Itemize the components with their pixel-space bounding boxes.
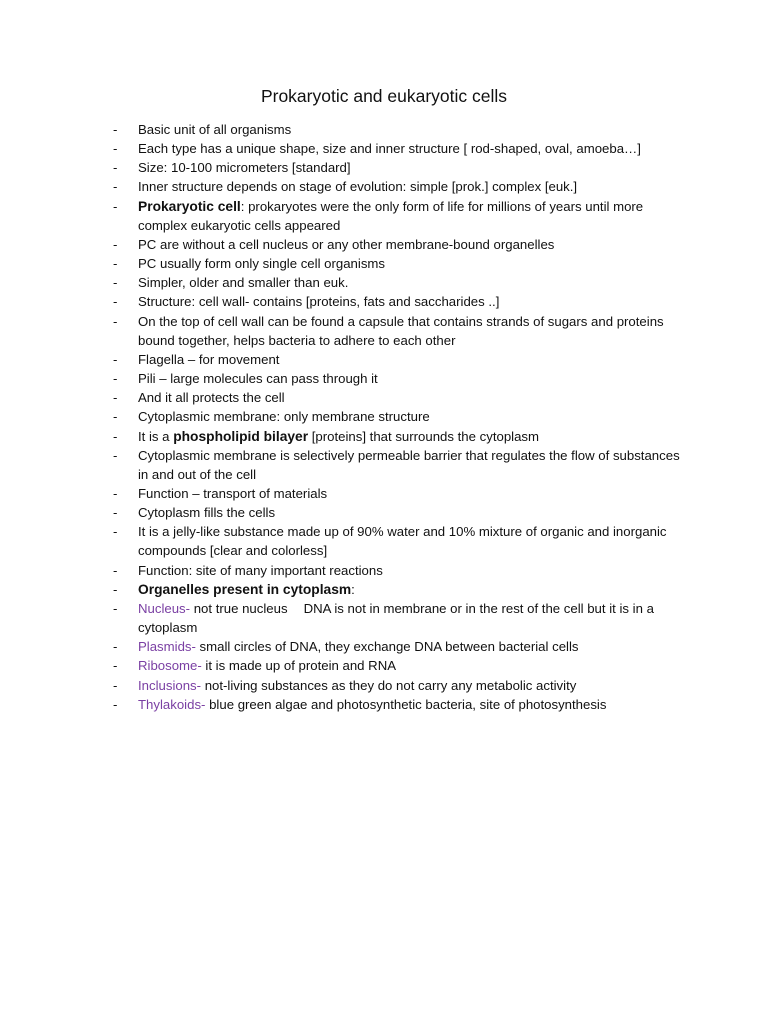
item-text: not true nucleus: [190, 600, 288, 616]
item-heading: Prokaryotic cell: [138, 198, 241, 214]
list-item: [0, 407, 768, 426]
bullet-dash: -: [113, 409, 118, 425]
item-text: Simpler, older and smaller than euk.: [138, 275, 349, 291]
item-text: Cytoplasmic membrane is selectively permeable barrier that regulates the flow of substances in and out of the cell: [138, 447, 680, 482]
bullet-dash: -: [113, 256, 118, 272]
item-text: Function: site of many important reactions: [138, 562, 383, 578]
list-item: [0, 427, 768, 446]
list-item: [0, 139, 768, 158]
bullet-dash: -: [113, 351, 118, 367]
item-text: blue green algae and photosynthetic bacteria, site of photosynthesis: [205, 696, 607, 712]
list-item: [0, 637, 768, 656]
item-bold-term: phospholipid bilayer: [173, 428, 309, 444]
item-text: Inner structure depends on stage of evolution: simple [prok.] complex [euk.]: [138, 179, 578, 195]
list-item: [0, 158, 768, 177]
item-text: Cytoplasmic membrane: only membrane structure: [138, 409, 430, 425]
item-text: And it all protects the cell: [138, 390, 285, 406]
bullet-dash: -: [113, 639, 118, 655]
bullet-dash: -: [113, 485, 118, 501]
list-item: [0, 120, 768, 139]
item-text: Basic unit of all organisms: [138, 122, 292, 137]
bullet-dash: -: [113, 581, 118, 597]
item-text: PC are without a cell nucleus or any other membrane-bound organelles: [138, 236, 555, 252]
item-text: PC usually form only single cell organisms: [138, 256, 385, 272]
list-item: [0, 273, 768, 292]
list-item: [0, 235, 768, 254]
list-item: [0, 197, 768, 235]
list-item: [0, 312, 768, 350]
list-item: [0, 599, 768, 637]
list-item: [0, 254, 768, 273]
bullet-list: [0, 120, 768, 714]
bullet-dash: -: [113, 160, 118, 176]
item-text: Each type has a unique shape, size and inner structure [ rod-shaped, oval, amoeba…]: [138, 141, 641, 157]
item-text: small circles of DNA, they exchange DNA between bacterial cells: [195, 639, 579, 655]
list-item: [0, 656, 768, 675]
bullet-dash: -: [113, 505, 118, 521]
bullet-dash: -: [113, 390, 118, 406]
item-text: Flagella – for movement: [138, 351, 280, 367]
item-text: Function – transport of materials: [138, 485, 328, 501]
item-heading: Organelles present in cytoplasm: [138, 581, 352, 597]
bullet-dash: -: [113, 122, 118, 137]
item-text-post: [proteins] that surrounds the cytoplasm: [308, 428, 540, 444]
list-item: [0, 369, 768, 388]
list-item: [0, 484, 768, 503]
item-text: Structure: cell wall- contains [proteins, fats and saccharides ..]: [138, 294, 500, 310]
document-title: Prokaryotic and eukaryotic cells: [260, 86, 508, 106]
list-item: [0, 522, 768, 560]
bullet-dash: -: [113, 447, 118, 463]
list-item: [0, 292, 768, 311]
organelle-term: Ribosome-: [138, 658, 202, 674]
bullet-dash: -: [113, 294, 118, 310]
item-text: : prokaryotes were the only form of life for millions of years until more complex eukaryotic cells appeared: [138, 198, 644, 233]
bullet-dash: -: [113, 371, 118, 387]
bullet-dash: -: [113, 600, 118, 616]
bullet-dash: -: [113, 179, 118, 195]
list-item: [0, 676, 768, 695]
bullet-dash: -: [113, 677, 118, 693]
organelle-term: Nucleus-: [138, 600, 191, 616]
list-item: [0, 350, 768, 369]
item-text: Pili – large molecules can pass through it: [138, 371, 378, 387]
organelle-term: Inclusions-: [138, 677, 202, 693]
item-text: It is a jelly-like substance made up of 90% water and 10% mixture of organic and inorganic compounds [clear and colorless]: [138, 524, 667, 559]
bullet-dash: -: [113, 275, 118, 291]
item-text: Size: 10-100 micrometers [standard]: [138, 160, 351, 176]
bullet-dash: -: [113, 696, 118, 712]
list-item: [0, 580, 768, 599]
list-item: [0, 177, 768, 196]
item-text-pre: It is a: [138, 428, 174, 444]
item-text: :: [351, 581, 355, 597]
organelle-term: Thylakoids-: [138, 696, 206, 712]
item-text: not-living substances as they do not carry any metabolic activity: [201, 677, 577, 693]
bullet-dash: -: [113, 313, 118, 329]
bullet-dash: -: [113, 141, 118, 157]
bullet-dash: -: [113, 236, 118, 252]
list-item: [0, 388, 768, 407]
list-item: [0, 446, 768, 484]
list-item: [0, 561, 768, 580]
bullet-dash: -: [113, 524, 118, 540]
organelle-term: Plasmids-: [138, 639, 196, 655]
bullet-dash: -: [113, 198, 118, 214]
bullet-dash: -: [113, 658, 118, 674]
item-text: On the top of cell wall can be found a capsule that contains strands of sugars and proteins bound together, helps bacteria to adhere to each other: [138, 313, 664, 348]
list-item: [0, 695, 768, 714]
item-text: it is made up of protein and RNA: [201, 658, 397, 674]
item-text-continued: DNA is not in membrane or in the rest of the cell but it is in a cytoplasm: [138, 600, 654, 636]
bullet-dash: -: [113, 562, 118, 578]
bullet-dash: -: [113, 428, 118, 444]
list-item: [0, 503, 768, 522]
item-text: Cytoplasm fills the cells: [138, 505, 276, 521]
